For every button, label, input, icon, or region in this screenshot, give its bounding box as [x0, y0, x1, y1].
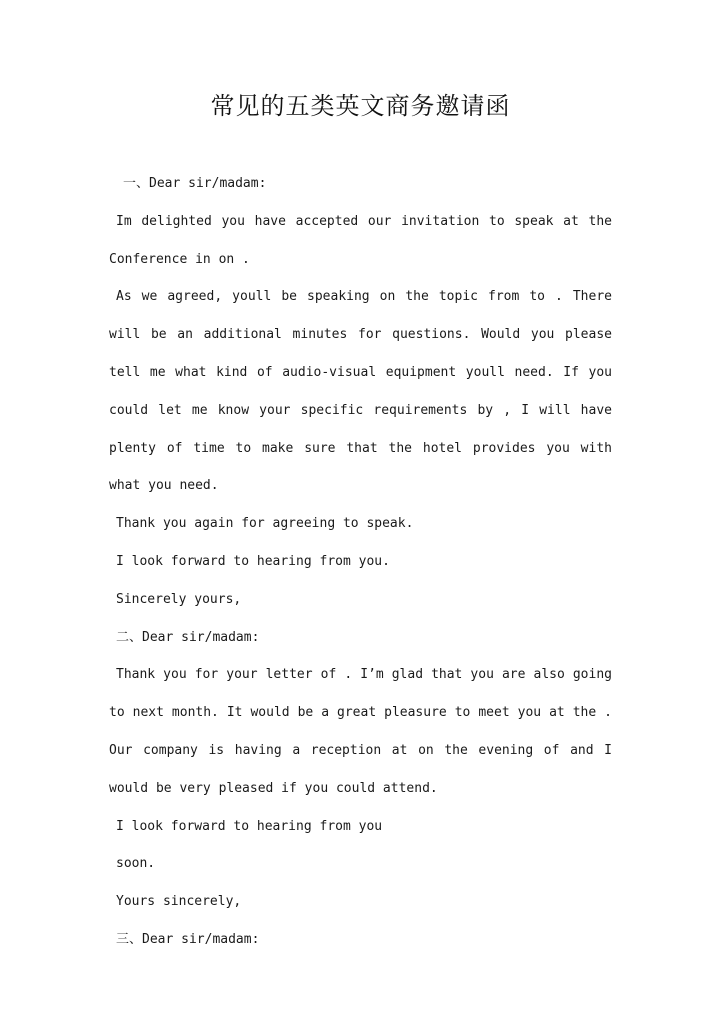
salutation-3: 三、Dear sir/madam:	[116, 931, 260, 947]
document-title: 常见的五类英文商务邀请函	[210, 92, 511, 120]
letter-2-closing-line-continued: soon.	[116, 856, 156, 872]
letter-2-closing-line: I look forward to hearing from you	[116, 818, 383, 834]
letter-1-thanks: Thank you again for agreeing to speak.	[116, 516, 414, 532]
letter-1-paragraph-2: As we agreed, youll be speaking on the topic from to . There will be an additional minutes for questions. Would you please tell me what kind of audio-visual equipment youll need. If you could let me know your specific requirements by , I will have plenty of time to make sure that the hotel provides you with what you need.	[109, 289, 612, 494]
salutation-1: 一、Dear sir/madam:	[123, 176, 267, 191]
letter-1-signoff: Sincerely yours,	[116, 591, 242, 607]
letter-2-signoff: Yours sincerely,	[116, 894, 242, 910]
letter-2-paragraph-1: Thank you for your letter of . I’m glad that you are also going to next month. It would be a great pleasure to meet you at the . Our company is having a reception at on the evening of and I would be very pleased if you could attend.	[109, 667, 612, 796]
letter-1-closing-line: I look forward to hearing from you.	[116, 553, 390, 569]
salutation-2: 二、Dear sir/madam:	[116, 629, 260, 645]
letter-1-paragraph-1: Im delighted you have accepted our invitation to speak at the Conference in on .	[109, 213, 612, 267]
document-body	[109, 165, 612, 959]
